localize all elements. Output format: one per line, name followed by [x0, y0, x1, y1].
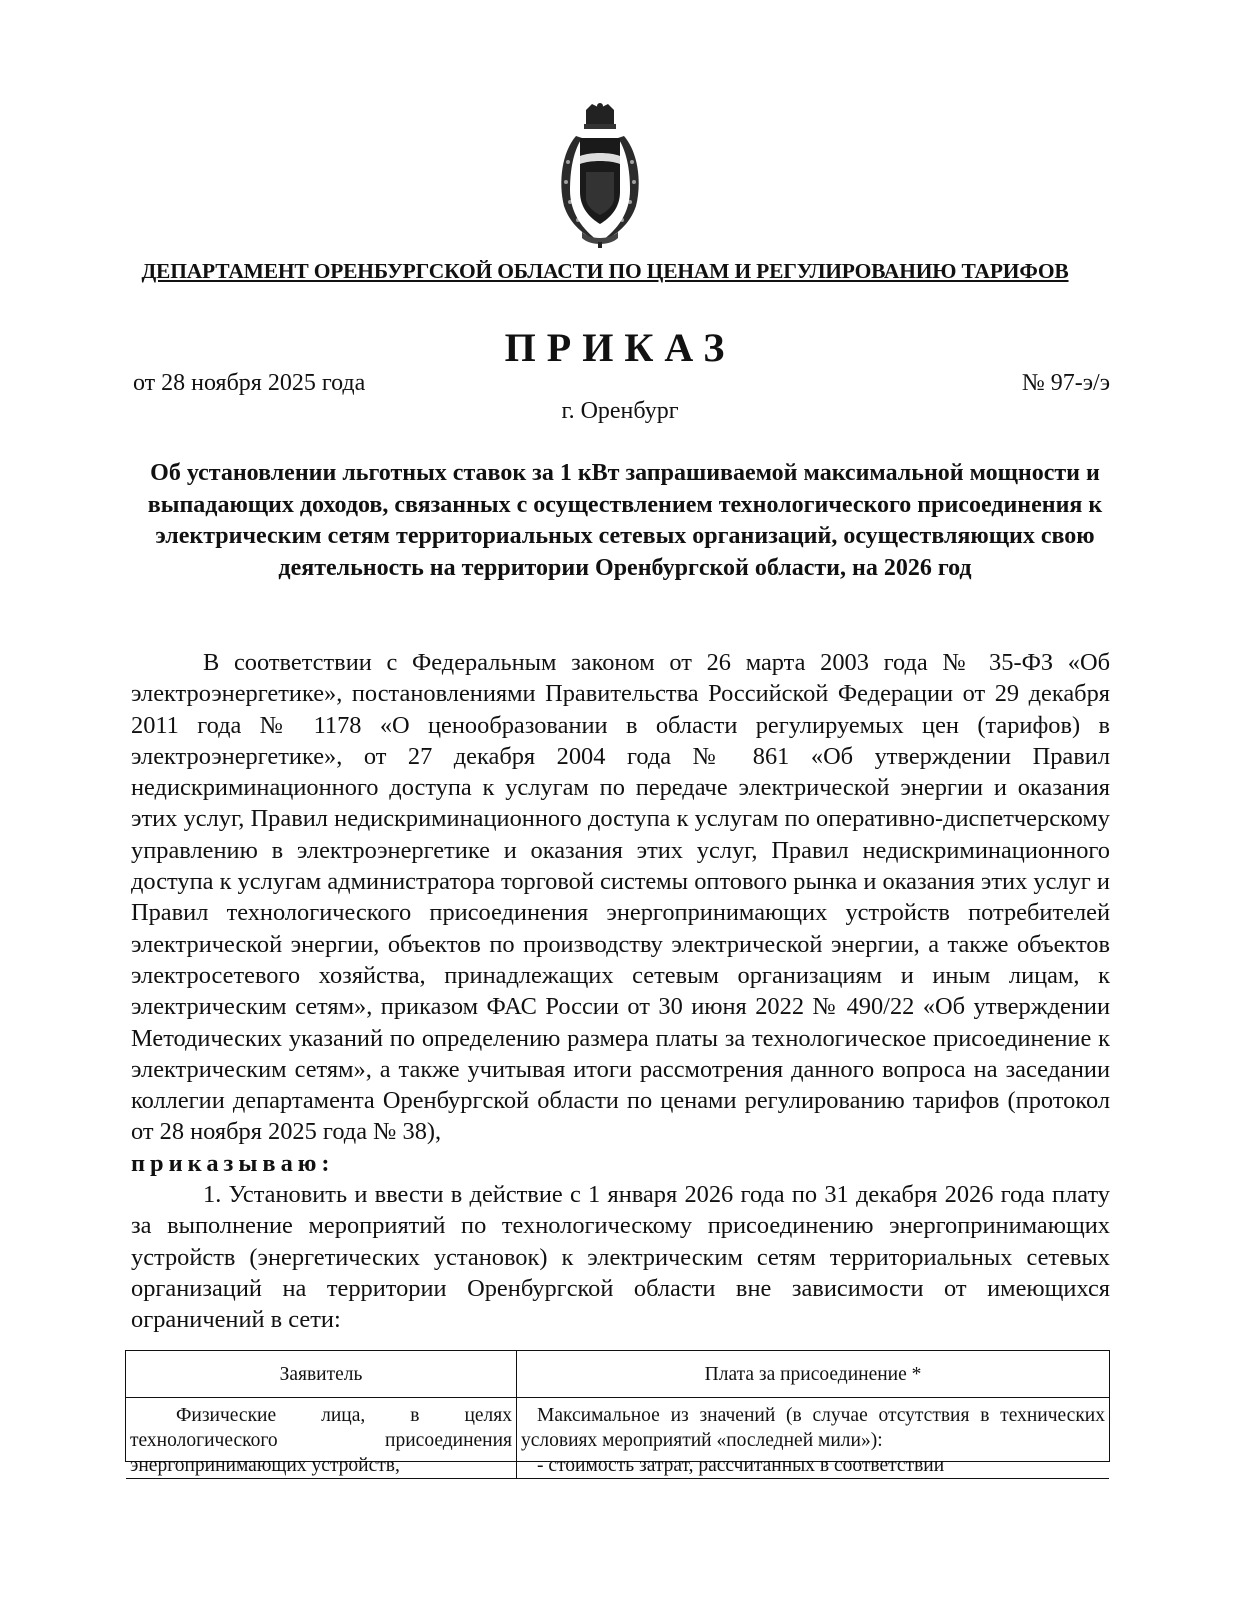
preamble-paragraph: В соответствии с Федеральным законом от 26 марта 2003 года № 35-ФЗ «Об электроэнергетике», постановлениями Правительства Российской Федерации от 29 декабря 2011 года № 1178 «О ценообразовании в области регулируемых цен (тарифов) в электроэнергетике», от 27 декабря 2004 года № 861 «Об утверждении Правил недискриминационного доступа к услугам по передаче электрической энергии и оказания этих услуг, Правил недискриминационного доступа к услугам по оперативно-диспетчерскому управлению в электроэнергетике и оказания этих услуг, Правил недискриминационного доступа к услугам администратора торговой системы оптового рынка и оказания этих услуг и Правил технологического присоединения энергопринимающих устройств потребителей электрической энергии, объектов по производству электрической энергии, а также объектов электросетевого хозяйства, принадлежащих сетевым организациям и иным лицам, к электрическим сетям», приказом ФАС России от 30 июня 2022 № 490/22 «Об утверждении Методических указаний по определению размера платы за технологическое присоединение к электрическим сетям», а также учитывая итоги рассмотрения данного вопроса на заседании коллегии департамента Оренбургской области по ценами регулированию тарифов (протокол от 28 ноября 2025 года № 38), — [131, 649, 1110, 1146]
item-1-paragraph: 1. Установить и ввести в действие с 1 января 2026 года по 31 декабря 2026 года плату за выполнение мероприятий по технологическому присоединению энергопринимающих устройств (энергетических установок) к электрическим сетям территориальных сетевых организаций на территории Оренбургской области вне зависимости от имеющихся ограничений в сети: — [131, 1181, 1110, 1334]
order-date: от 28 ноября 2025 года — [133, 370, 366, 396]
document-type-title: ПРИКАЗ — [504, 325, 736, 370]
column-header-fee: Плата за присоединение * — [517, 1351, 1110, 1398]
order-number: № 97-э/э — [1021, 370, 1110, 396]
table-header-row — [126, 1351, 1109, 1398]
cell-applicant: Физические лица, в целях технологического присоединения энергопринимающих устройств, — [126, 1398, 517, 1479]
order-word: приказываю: — [131, 1149, 335, 1177]
coat-of-arms-emblem — [556, 102, 644, 248]
order-body — [131, 647, 1110, 1336]
fee-intro-text: Максимальное из значений (в случае отсутствия в технических условиях мероприятий «последней мили»): — [521, 1405, 1105, 1451]
fee-table — [125, 1350, 1110, 1476]
column-header-applicant: Заявитель — [126, 1351, 517, 1398]
table-row — [126, 1398, 1109, 1479]
order-heading: Об установлении льготных ставок за 1 кВт запрашиваемой максимальной мощности и выпадающих доходов, связанных с осуществлением технологического присоединения к электрическим сетям территориальных сетевых организаций, осуществляющих свою деятельность на территории Оренбургской области, на 2026 год — [147, 460, 1103, 581]
cell-fee — [517, 1398, 1110, 1479]
department-name: ДЕПАРТАМЕНТ ОРЕНБУРГСКОЙ ОБЛАСТИ ПО ЦЕНАМ И РЕГУЛИРОВАНИЮ ТАРИФОВ — [141, 259, 1069, 283]
fee-item-text: - стоимость затрат, рассчитанных в соответствии — [537, 1455, 945, 1476]
order-city: г. Оренбург — [561, 398, 679, 424]
